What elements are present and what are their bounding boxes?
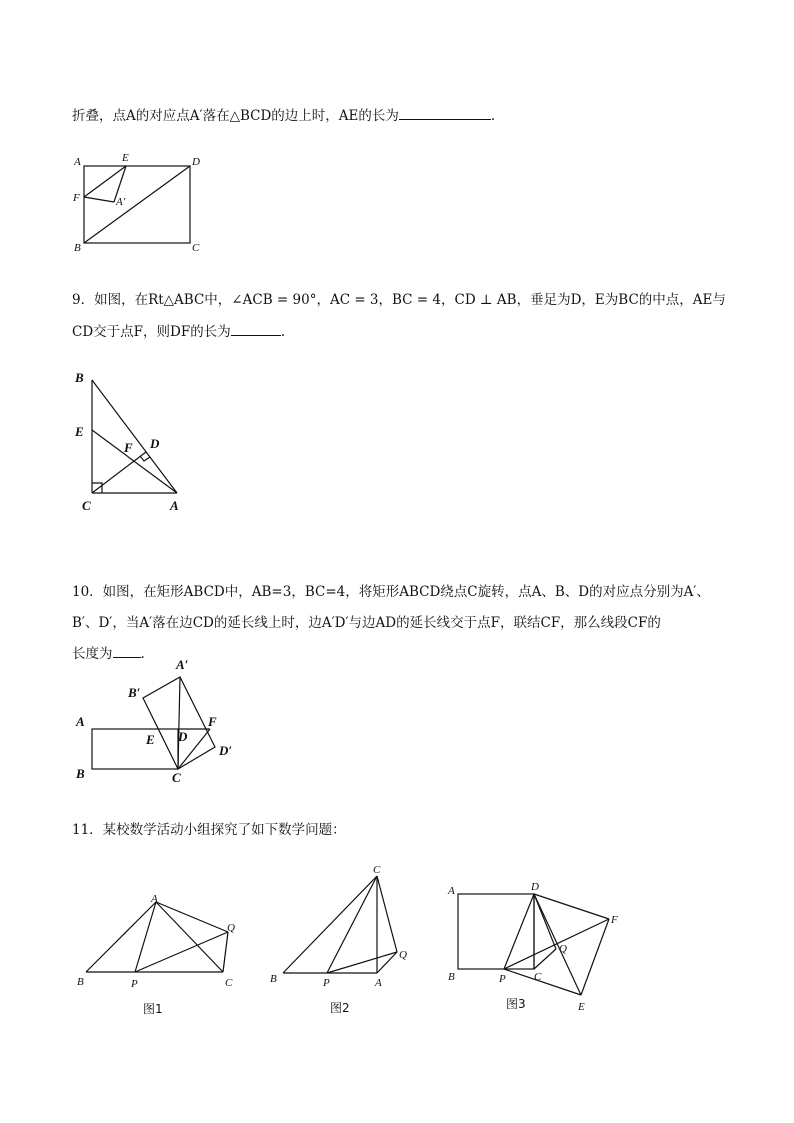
fig8-label-F: F xyxy=(73,192,80,204)
fig8-label-D: D xyxy=(192,156,200,168)
fig3-label-C: C xyxy=(534,971,542,983)
fig10-label-B-prime: B′ xyxy=(128,685,141,700)
fig3-label-E: E xyxy=(578,1001,585,1013)
fig10-label-A-prime: A′ xyxy=(176,657,189,672)
fig10-label-B: B xyxy=(76,766,85,781)
fig8-label-A: A xyxy=(74,156,81,168)
fig8-label-A-prime: A′ xyxy=(116,196,126,208)
fig8-label-C: C xyxy=(192,242,200,254)
fig10-label-E: E xyxy=(146,732,155,747)
fig9-label-C: C xyxy=(82,498,91,513)
fig10-label-C: C xyxy=(172,770,181,785)
figure-9 xyxy=(70,360,200,515)
fig8-label-E: E xyxy=(122,152,129,164)
q9-line1: 9．如图，在Rt△ABC中，∠ACB = 90°，AC = 3，BC = 4，CD ⊥ AB，垂足为D，E为BC的中点，AE与 xyxy=(72,292,726,308)
fig10-label-A: A xyxy=(76,714,85,729)
fig3-caption: 图3 xyxy=(506,997,526,1011)
fig8-label-B: B xyxy=(74,242,81,254)
figure-10 xyxy=(70,655,255,790)
fig1-label-P: P xyxy=(131,978,138,990)
fig9-label-F: F xyxy=(124,440,133,455)
fig9-label-E: E xyxy=(75,424,84,439)
fig2-label-Q: Q xyxy=(399,949,407,961)
figure-11-fig3 xyxy=(442,872,642,1022)
q10-line2: B′、D′，当A′落在边CD的延长线上时，边A′D′与边AD的延长线交于点F，联结CF，那么线段CF的 xyxy=(72,615,661,631)
answer-blank[interactable] xyxy=(399,107,491,120)
fig2-label-C: C xyxy=(373,864,381,876)
fig10-label-D-prime: D′ xyxy=(219,743,233,758)
fig3-label-Q: Q xyxy=(559,943,567,955)
q10-line1: 10．如图，在矩形ABCD中，AB=3，BC=4，将矩形ABCD绕点C旋转，点A、B、D的对应点分别为A′、 xyxy=(72,584,710,600)
fig3-label-B: B xyxy=(448,971,455,983)
fig2-label-A: A xyxy=(375,977,382,989)
fig2-label-B: B xyxy=(270,973,277,985)
figure-11-fig2 xyxy=(265,862,425,1022)
answer-blank[interactable] xyxy=(231,323,281,336)
fig1-label-B: B xyxy=(77,976,84,988)
fig1-label-C: C xyxy=(225,977,233,989)
figure-8 xyxy=(70,150,220,255)
fig2-label-P: P xyxy=(323,977,330,989)
fig3-label-D: D xyxy=(531,881,539,893)
fig3-label-P: P xyxy=(499,973,506,985)
fig9-label-A: A xyxy=(170,498,179,513)
fig9-label-B: B xyxy=(75,370,84,385)
fig1-caption: 图1 xyxy=(143,1002,163,1016)
q10-line3: 长度为 . xyxy=(72,646,145,662)
q8-text: 折叠，点A的对应点A′落在△BCD的边上时，AE的长为 . xyxy=(72,108,496,124)
fig2-caption: 图2 xyxy=(330,1001,350,1015)
fig1-label-A: A xyxy=(151,893,158,905)
fig9-label-D: D xyxy=(150,436,160,451)
fig10-label-D: D xyxy=(178,729,188,744)
q11-text: 11．某校数学活动小组探究了如下数学问题： xyxy=(72,822,346,838)
fig1-label-Q: Q xyxy=(227,922,235,934)
fig10-label-F: F xyxy=(208,714,217,729)
q9-line2: CD交于点F，则DF的长为 . xyxy=(72,324,286,340)
fig3-label-A: A xyxy=(448,885,455,897)
fig3-label-F: F xyxy=(611,914,618,926)
figure-11-fig1 xyxy=(72,885,247,1020)
